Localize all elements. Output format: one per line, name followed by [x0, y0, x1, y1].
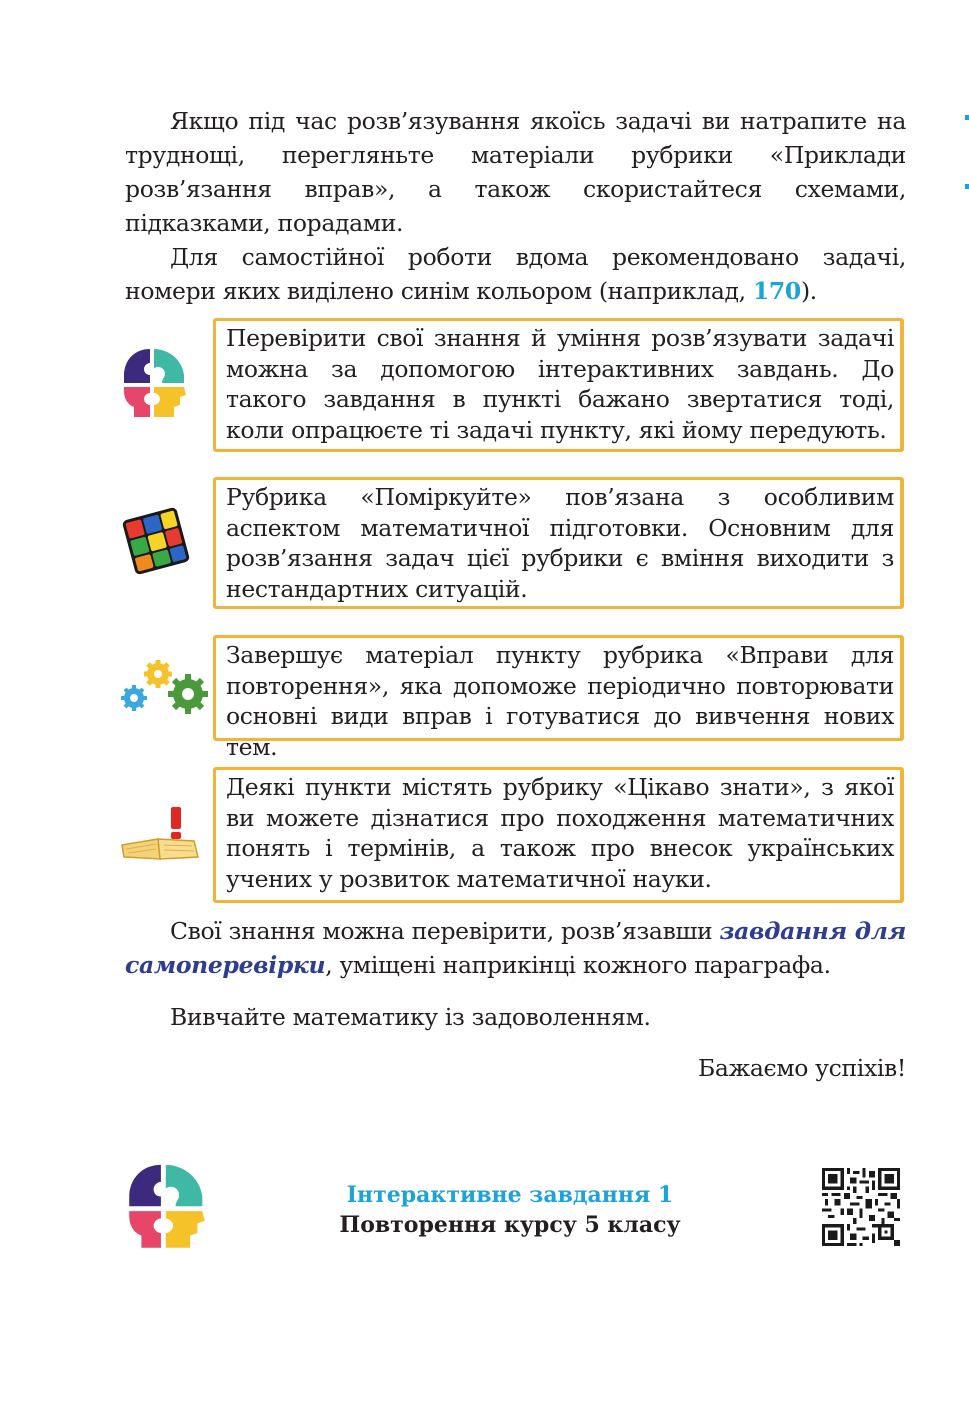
homework-text: Для самостійної роботи вдома рекомендовано задачі, номери яких виділено синім кольором (наприклад, [125, 243, 906, 305]
open-book-exclamation-icon [120, 805, 200, 863]
self-check-paragraph [125, 914, 906, 982]
example-number: 170 [752, 277, 801, 305]
interactive-task-title[interactable]: Інтерактивне завдання 1 [346, 1182, 674, 1208]
think-box: Рубрика «Поміркуйте» пов’язана з особливим аспектом математичної підготовки. Основним для розв’язання задач цієї рубрики є вміння виходити з нестандартних ситуацій. [213, 477, 904, 609]
self-check-link[interactable]: завдання для самоперевірки [125, 917, 906, 979]
gears-icon [118, 658, 212, 718]
rubik-cube-icon [120, 505, 192, 577]
margin-marker [965, 184, 969, 189]
self-check-text: Свої знання можна перевірити, розв’язавши [170, 917, 720, 945]
margin-marker [965, 115, 969, 120]
homework-text-end: ). [800, 277, 817, 305]
review-exercises-box: Завершує матеріал пункту рубрика «Вправи для повторення», яка допоможе періодично повторювати основні види вправ і готуватися до вивчення нових тем. [213, 635, 904, 741]
interactive-tasks-box: Перевірити свої знання й уміння розв’язувати задачі можна за допомогою інтерактивних завдань. До такого завдання в пункті бажано звертатися тоді, коли опрацюєте ті задачі пункту, які йому передують. [213, 318, 904, 452]
puzzle-head-icon [122, 1160, 212, 1255]
puzzle-head-icon [120, 345, 190, 423]
self-check-text-end: , уміщені наприкінці кожного параграфа. [325, 951, 831, 979]
interesting-facts-box: Деякі пункти містять рубрику «Цікаво знати», з якої ви можете дізнатися про походження математичних понять і термінів, а також про внесок українських учених у розвиток математичної науки. [213, 767, 904, 903]
interactive-task-subtitle: Повторення курсу 5 класу [339, 1212, 681, 1238]
intro-paragraph: Якщо під час розв’язування якоїсь задачі ви натрапите на труднощі, перегляньте матеріали рубрики «Приклади розв’язання вправ», а також скористайтеся схемами, підказками, порадами. [125, 107, 906, 237]
qr-code-icon[interactable] [822, 1168, 900, 1246]
enjoy-paragraph: Вивчайте математику із задоволенням. [170, 1003, 651, 1031]
homework-paragraph [125, 240, 906, 308]
signoff: Бажаємо успіхів! [698, 1054, 906, 1082]
